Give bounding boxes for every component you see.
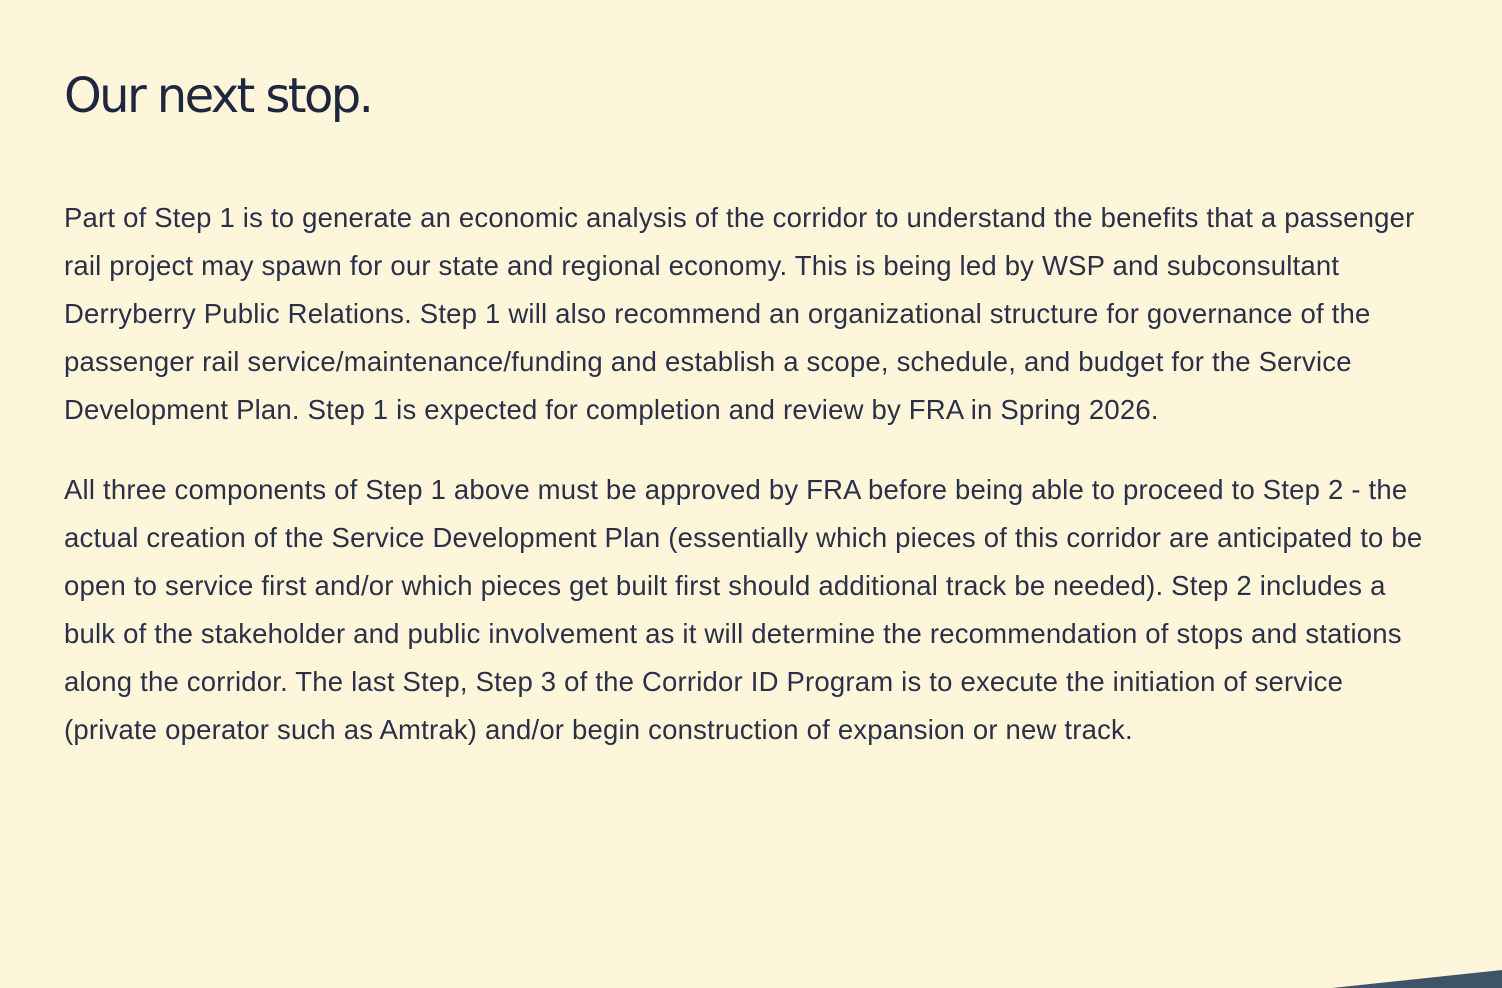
decorative-corner-shape [1332,970,1502,988]
paragraph-steps-2-3: All three components of Step 1 above must be approved by FRA before being able to proceed to Step 2 - the actual creation of the Service Development Plan (essentially which pieces of this corridor are anticipated to be open to service first and/or which pieces get built first should additional track be needed). Step 2 includes a bulk of the stakeholder and public involvement as it will determine the recommendation of stops and stations along the corridor. The last Step, Step 3 of the Corridor ID Program is to execute the initiation of service (private operator such as Amtrak) and/or begin construction of expansion or new track. [64,474,1423,745]
paragraph-step-1: Part of Step 1 is to generate an economic analysis of the corridor to understand the benefits that a passenger rail project may spawn for our state and regional economy. This is being led by WSP and subconsultant Derryberry Public Relations. Step 1 will also recommend an organizational structure for governance of the passenger rail service/maintenance/funding and establish a scope, schedule, and budget for the Service Development Plan. Step 1 is expected for completion and review by FRA in Spring 2026. [64,202,1415,425]
section-body [64,194,1424,754]
section-title: Our next stop. [64,68,372,124]
